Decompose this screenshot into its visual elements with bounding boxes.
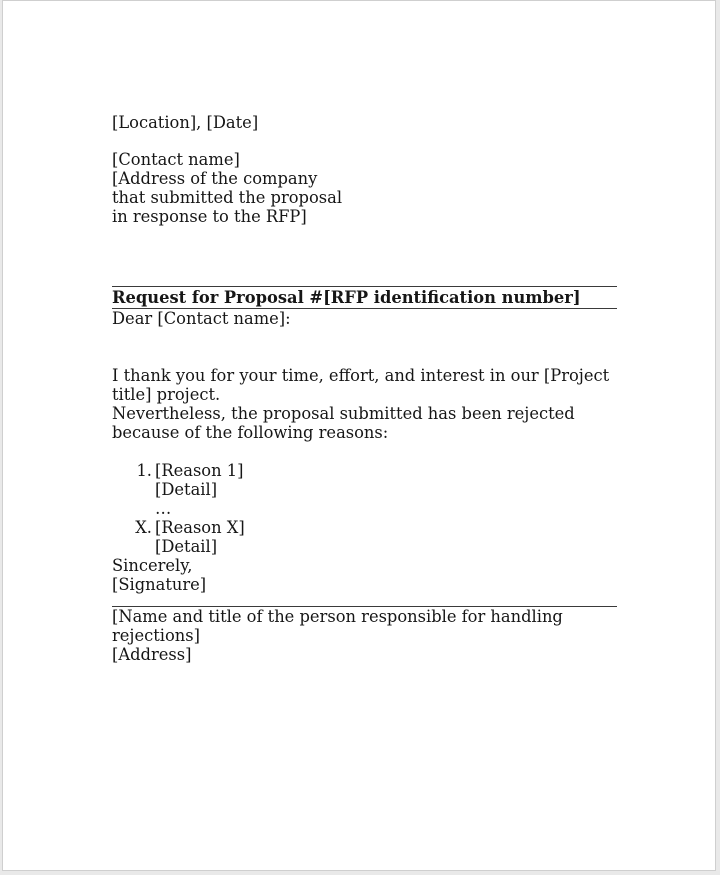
- signature: [Signature]: [112, 575, 207, 594]
- signer-address: [Address]: [112, 645, 192, 664]
- salutation: Dear [Contact name]:: [112, 309, 291, 328]
- body-line: because of the following reasons:: [112, 423, 389, 442]
- document-page: [2, 0, 716, 871]
- list-item: [112, 461, 618, 499]
- recipient-contact-name: [Contact name]: [112, 150, 240, 169]
- body-line: title] project.: [112, 385, 221, 404]
- reason-text: [Reason 1]: [155, 461, 244, 480]
- signer-name-title-cont: rejections]: [112, 626, 200, 645]
- location-date: [Location], [Date]: [112, 113, 259, 132]
- body-line: I thank you for your time, effort, and interest in our [Project: [112, 366, 610, 385]
- subject-text: Request for Proposal #[RFP identification number]: [112, 288, 581, 307]
- body-paragraph: [112, 366, 618, 442]
- reason-detail: [Detail]: [155, 480, 218, 499]
- body-line: Nevertheless, the proposal submitted has been rejected: [112, 404, 575, 423]
- list-ellipsis: [112, 499, 618, 518]
- list-number: X.: [135, 518, 152, 537]
- letter-body: [112, 113, 618, 664]
- signer-name-title: [Name and title of the person responsible for handling: [112, 607, 563, 626]
- recipient-address-line: in response to the RFP]: [112, 207, 307, 226]
- ellipsis-text: …: [155, 499, 172, 518]
- recipient-block: [112, 150, 618, 226]
- closing: Sincerely,: [112, 556, 193, 575]
- reason-detail: [Detail]: [155, 537, 218, 556]
- signer-block: [112, 606, 617, 664]
- reasons-list: [112, 461, 618, 556]
- list-number: 1.: [136, 461, 152, 480]
- subject-line: [112, 286, 617, 309]
- list-item: [112, 518, 618, 556]
- reason-text: [Reason X]: [155, 518, 245, 537]
- recipient-address-line: [Address of the company: [112, 169, 318, 188]
- recipient-address-line: that submitted the proposal: [112, 188, 343, 207]
